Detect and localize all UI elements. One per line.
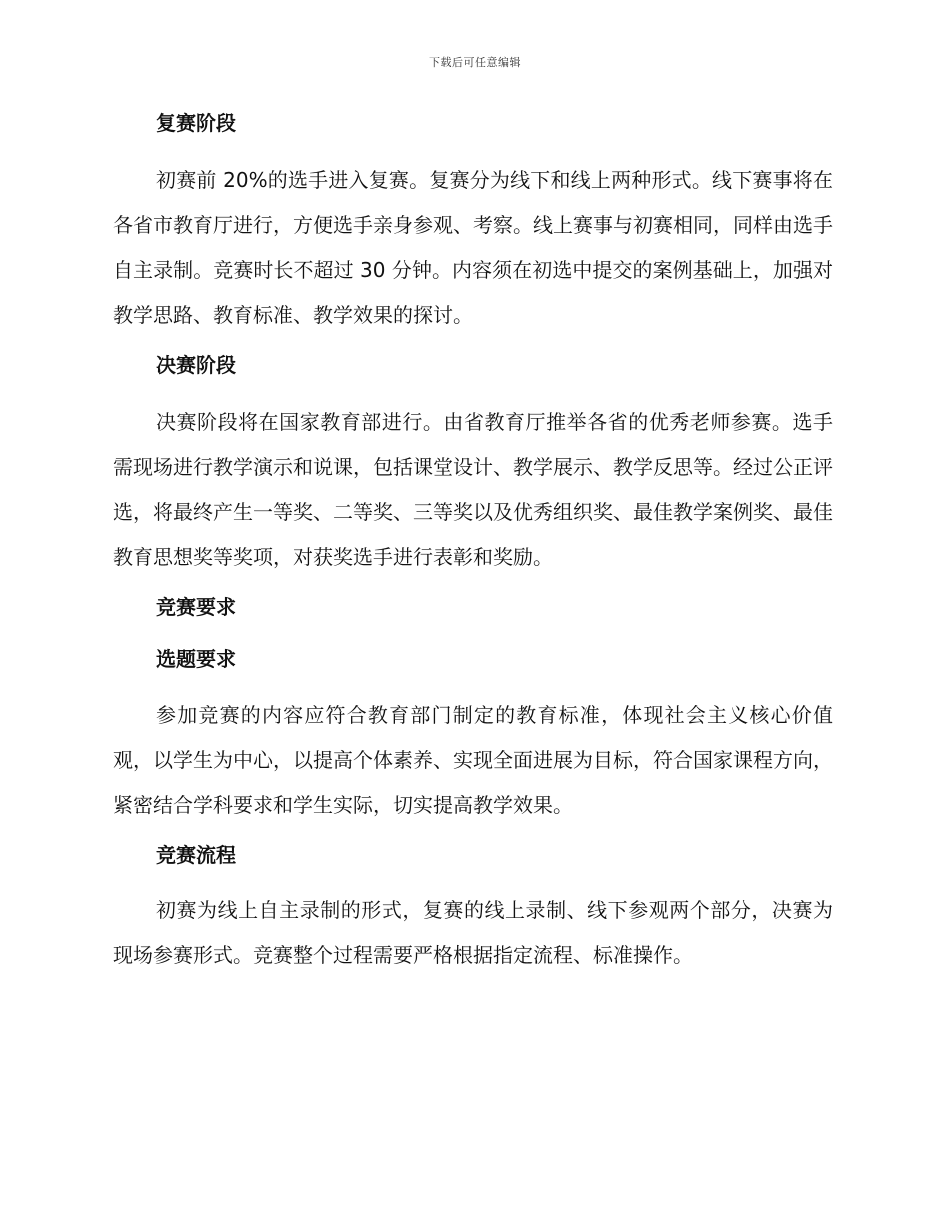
page-header-note: 下载后可任意编辑 xyxy=(429,56,521,69)
section-heading-process: 竞赛流程 xyxy=(156,843,236,867)
section-body-process: 初赛为线上自主录制的形式，复赛的线上录制、线下参观两个部分，决赛为现场参赛形式。竞赛整个过程需要严格根据指定流程、标准操作。 xyxy=(113,898,833,967)
section-body-final: 决赛阶段将在国家教育部进行。由省教育厅推举各省的优秀老师参赛。选手需现场进行教学演示和说课，包括课堂设计、教学展示、教学反思等。经过公正评选，将最终产生一等奖、二等奖、三等奖以及优秀组织奖、最佳教学案例奖、最佳教育思想奖等奖项，对获奖选手进行表彰和奖励。 xyxy=(113,410,833,569)
document-body xyxy=(113,108,833,978)
section-heading-final: 决赛阶段 xyxy=(156,353,236,377)
section-body-semifinal: 初赛前 20%的选手进入复赛。复赛分为线下和线上两种形式。线下赛事将在各省市教育厅进行，方便选手亲身参观、考察。线上赛事与初赛相同，同样由选手自主录制。竞赛时长不超过 30 分钟。内容须在初选中提交的案例基础上，加强对教学思路、教育标准、教学效果的探讨。 xyxy=(113,168,833,327)
section-heading-semifinal: 复赛阶段 xyxy=(156,111,236,135)
section-heading-topic-requirements: 选题要求 xyxy=(156,647,236,671)
section-heading-requirements: 竞赛要求 xyxy=(156,595,236,619)
section-body-topic-requirements: 参加竞赛的内容应符合教育部门制定的教育标准，体现社会主义核心价值观，以学生为中心，以提高个体素养、实现全面进展为目标，符合国家课程方向，紧密结合学科要求和学生实际，切实提高教学效果。 xyxy=(113,703,833,817)
